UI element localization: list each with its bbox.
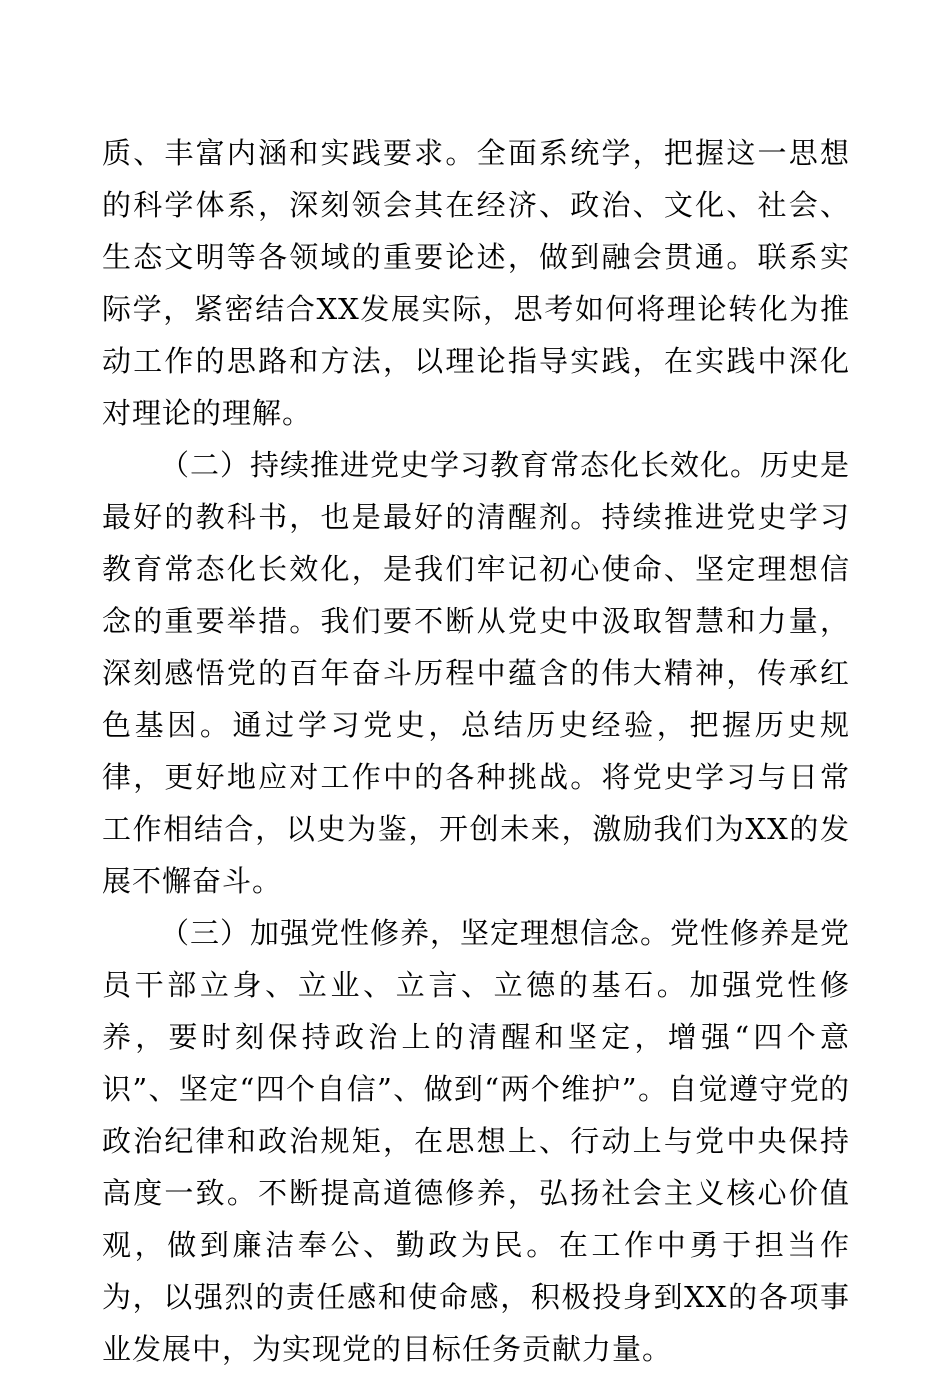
paragraph-section-two: （二）持续推进党史学习教育常态化长效化。历史是最好的教科书，也是最好的清醒剂。持续推进党史学习教育常态化长效化，是我们牢记初心使命、坚定理想信念的重要举措。我们要不断从党史中汲取智慧和力量，深刻感悟党的百年奋斗历程中蕴含的伟大精神，传承红色基因。通过学习党史，总结历史经验，把握历史规律，更好地应对工作中的各种挑战。将党史学习与日常工作相结合，以史为鉴，开创未来，激励我们为XX的发展不懈奋斗。 [102, 448, 851, 898]
document-body [102, 127, 850, 1375]
paragraph-continuation: 质、丰富内涵和实践要求。全面系统学，把握这一思想的科学体系，深刻领会其在经济、政治、文化、社会、生态文明等各领域的重要论述，做到融会贯通。联系实际学，紧密结合XX发展实际，思考如何将理论转化为推动工作的思路和方法，以理论指导实践，在实践中深化对理论的理解。 [102, 136, 850, 430]
paragraph-section-three: （三）加强党性修养，坚定理想信念。党性修养是党员干部立身、立业、立言、立德的基石。加强党性修养，要时刻保持政治上的清醒和坚定，增强“四个意识”、坚定“四个自信”、做到“两个维护”。自觉遵守党的政治纪律和政治规矩，在思想上、行动上与党中央保持高度一致。不断提高道德修养，弘扬社会主义核心价值观，做到廉洁奉公、勤政为民。在工作中勇于担当作为，以强烈的责任感和使命感，积极投身到XX的各项事业发展中，为实现党的目标任务贡献力量。 [102, 916, 851, 1366]
